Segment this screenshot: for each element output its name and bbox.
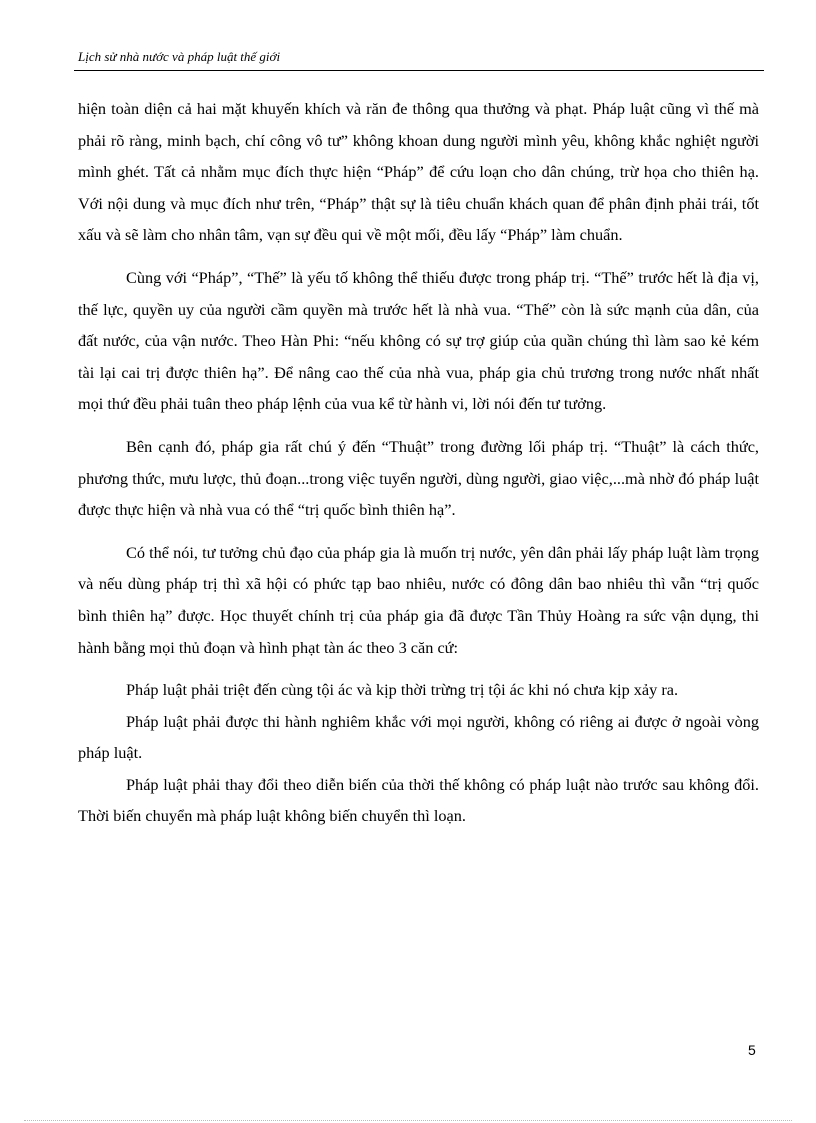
page-body bbox=[78, 93, 759, 832]
paragraph-conclusion: Có thể nói, tư tưởng chủ đạo của pháp gia là muốn trị nước, yên dân phải lấy pháp luật làm trọng và nếu dùng pháp trị thì xã hội có phức tạp bao nhiêu, nước có đông dân bao nhiêu thì vẫn “trị quốc bình thiên hạ” được. Học thuyết chính trị của pháp gia đã được Tần Thủy Hoàng ra sức vận dụng, thi hành bằng mọi thủ đoạn và hình phạt tàn ác theo 3 căn cứ: bbox=[78, 542, 759, 657]
principle-item-1: Pháp luật phải triệt đến cùng tội ác và kịp thời trừng trị tội ác khi nó chưa kịp xảy ra. bbox=[126, 680, 679, 700]
page-number: 5 bbox=[748, 1042, 756, 1058]
running-header: Lịch sử nhà nước và pháp luật thế giới bbox=[78, 49, 281, 64]
paragraph-continuation: hiện toàn diện cả hai mặt khuyến khích và răn đe thông qua thưởng và phạt. Pháp luật cũng vì thế mà phải rõ ràng, minh bạch, chí công vô tư” không khoan dung người mình yêu, không khắc nghiệt người mình ghét. Tất cả nhằm mục đích thực hiện “Pháp” để cứu loạn cho dân chúng, trừ họa cho thiên hạ. Với nội dung và mục đích như trên, “Pháp” thật sự là tiêu chuẩn khách quan để phân định phải trái, tốt xấu và sẽ làm cho nhân tâm, vạn sự đều qui về một mối, đều lấy “Pháp” làm chuẩn. bbox=[78, 99, 759, 245]
paragraph-the: Cùng với “Pháp”, “Thế” là yếu tố không thể thiếu được trong pháp trị. “Thế” trước hết là địa vị, thế lực, quyền uy của người cầm quyền mà trước hết là nhà vua. “Thế” còn là sức mạnh của dân, của đất nước, của vận nước. Theo Hàn Phi: “nếu không có sự trợ giúp của quần chúng thì làm sao kẻ kém tài lại cai trị được thiên hạ”. Để nâng cao thế của nhà vua, pháp gia chủ trương trong nước nhất nhất mọi thứ đều phải tuân theo pháp lệnh của vua kể từ hành vi, lời nói đến tư tưởng. bbox=[78, 267, 759, 414]
principle-item-3: Pháp luật phải thay đổi theo diễn biến của thời thế không có pháp luật nào trước sau không đổi. Thời biến chuyển mà pháp luật không biến chuyển thì loạn. bbox=[78, 774, 759, 826]
header-divider bbox=[74, 70, 764, 71]
principle-item-2: Pháp luật phải được thi hành nghiêm khắc với mọi người, không có riêng ai được ở ngoài vòng pháp luật. bbox=[78, 711, 759, 763]
page-bottom-divider bbox=[24, 1120, 792, 1121]
paragraph-thuat: Bên cạnh đó, pháp gia rất chú ý đến “Thuật” trong đường lối pháp trị. “Thuật” là cách thức, phương thức, mưu lược, thủ đoạn...trong việc tuyển người, dùng người, giao việc,...mà nhờ đó pháp luật được thực hiện và nhà vua có thể “trị quốc bình thiên hạ”. bbox=[78, 436, 759, 520]
